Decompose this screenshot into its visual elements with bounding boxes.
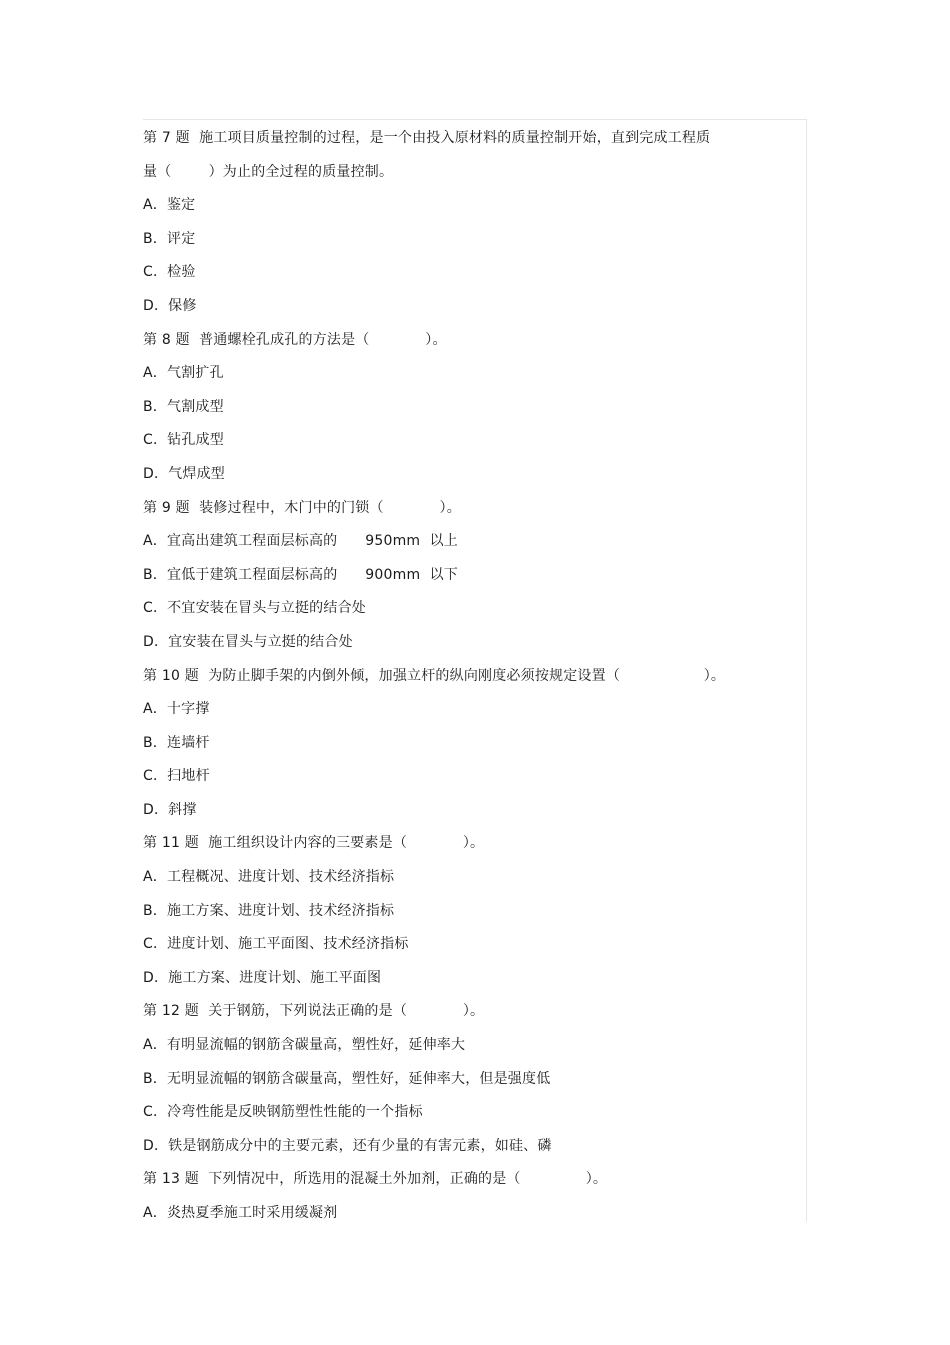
question-10-option-c: C．扫地杆 [143,768,210,785]
question-9-text: 第 9 题 装修过程中，木门中的门锁（ ）。 [143,499,461,516]
question-9-option-a: A．宜高出建筑工程面层标高的 950mm 以上 [143,533,458,550]
question-11-option-b: B．施工方案、进度计划、技术经济指标 [143,902,395,919]
document-body [143,122,798,1231]
question-10-option-b: B．连墙杆 [143,734,210,751]
question-11-option-d: D．施工方案、进度计划、施工平面图 [143,969,382,986]
question-12-option-b: B．无明显流幅的钢筋含碳量高，塑性好，延伸率大，但是强度低 [143,1070,551,1087]
question-11-option-a: A．工程概况、进度计划、技术经济指标 [143,869,395,886]
question-12-option-d: D．铁是钢筋成分中的主要元素，还有少量的有害元素，如硅、磷 [143,1137,552,1154]
question-8-option-d: D．气焊成型 [143,465,225,482]
question-8-option-c: C．钻孔成型 [143,432,224,449]
question-12-option-c: C．冷弯性能是反映钢筋塑性性能的一个指标 [143,1104,423,1121]
question-7-text-line1: 第 7 题 施工项目质量控制的过程，是一个由投入原材料的质量控制开始，直到完成工程质 [143,130,711,146]
question-7-option-c: C．检验 [143,264,196,281]
question-7-option-a: A．鉴定 [143,197,196,214]
question-9-option-c: C．不宜安装在冒头与立挺的结合处 [143,600,366,617]
question-8-option-b: B．气割成型 [143,398,224,415]
question-11-option-c: C．进度计划、施工平面图、技术经济指标 [143,936,409,953]
question-7-text-line2: 量（ ）为止的全过程的质量控制。 [143,163,394,180]
page-frame-right [806,119,807,1222]
question-8-option-a: A．气割扩孔 [143,365,224,382]
question-10-option-a: A．十字撑 [143,701,210,718]
question-12-option-a: A．有明显流幅的钢筋含碳量高，塑性好，延伸率大 [143,1037,466,1054]
question-10-option-d: D．斜撑 [143,801,197,818]
question-8-text: 第 8 题 普通螺栓孔成孔的方法是（ ）。 [143,331,447,348]
question-12-text: 第 12 题 关于钢筋，下列说法正确的是（ ）。 [143,1003,485,1020]
question-10-text: 第 10 题 为防止脚手架的内倒外倾，加强立杆的纵向刚度必须按规定设置（ ）。 [143,667,726,684]
question-11-text: 第 11 题 施工组织设计内容的三要素是（ ）。 [143,835,485,852]
question-7-option-d: D．保修 [143,297,197,314]
page-frame-top [143,119,806,120]
question-9-option-d: D．宜安装在冒头与立挺的结合处 [143,633,353,650]
question-13-option-a: A．炎热夏季施工时采用缓凝剂 [143,1205,338,1221]
question-9-option-b: B．宜低于建筑工程面层标高的 900mm 以下 [143,566,459,583]
question-13-text: 第 13 题 下列情况中，所选用的混凝土外加剂，正确的是（ ）。 [143,1171,608,1188]
question-7-option-b: B．评定 [143,230,196,247]
